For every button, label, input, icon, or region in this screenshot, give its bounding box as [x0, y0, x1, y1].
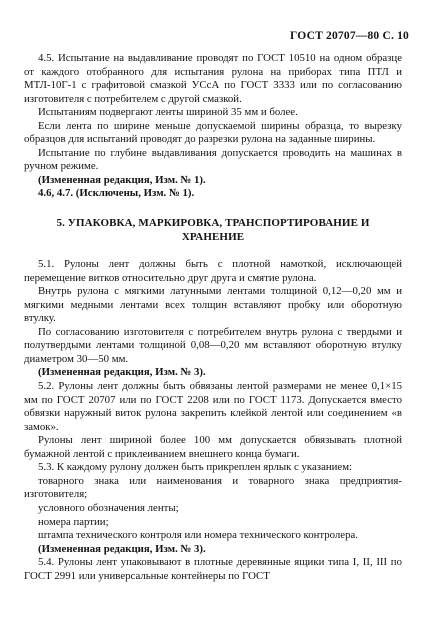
paragraph-test-width: Испытаниям подвергают ленты шириной 35 мм и более. [38, 106, 298, 119]
paragraph-5-2-paper: Рулоны лент шириной более 100 мм допускается обвязывать плотной бумажной лентой с приклеиванием внешнего конца бумаги. [24, 434, 402, 460]
label-item-batch: номера партии; [38, 515, 109, 528]
amendment-note-4-5: (Измененная редакция, Изм. № 1). [38, 173, 206, 186]
section-5-title: 5. УПАКОВКА, МАРКИРОВКА, ТРАНСПОРТИРОВАНИЕ И ХРАНЕНИЕ [56, 217, 370, 243]
paragraph-5-1: 5.1. Рулоны лент должны быть с плотной намоткой, исключающей перемещение витков относительно друг друга и смятие рулона. [24, 258, 402, 284]
document-body [24, 52, 402, 583]
paragraph-5-1-plug: Внутрь рулона с мягкими латунными лентами толщиной 0,12—0,20 мм и мягкими медными лентами всех толщин вставляют пробку или оборотную втулку. [24, 285, 402, 325]
page-header: ГОСТ 20707—80 С. 10 [290, 30, 409, 42]
label-item-stamp: штампа технического контроля или номера технического контролера. [38, 529, 358, 542]
paragraph-5-1-sleeve: По согласованию изготовителя с потребителем внутрь рулона с твердыми и полутвердыми лентами толщиной 0,08—0,20 мм вставляют оборотную втулку диаметром 30—50 мм. [24, 325, 402, 365]
amendment-note-5-1: (Измененная редакция, Изм. № 3). [38, 366, 206, 379]
paragraph-4-5: 4.5. Испытание на выдавливание проводят по ГОСТ 10510 на одном образце от каждого отобранного для испытания рулона на приборах типа ПТЛ и МТЛ-10Г-1 с графитовой смазкой УСсА по ГОСТ 3333 или по согласованию изготовителя с потребителем с другой смазкой. [24, 52, 402, 105]
excluded-note-4-6: 4.6, 4.7. (Исключены, Изм. № 1). [38, 187, 195, 200]
paragraph-5-2: 5.2. Рулоны лент должны быть обвязаны лентой размерами не менее 0,1×15 мм по ГОСТ 20707 или по ГОСТ 2208 или по ГОСТ 1173. Допускается вместо обвязки наружный виток рулона закрепить клейкой лентой или соединением «в замок». [24, 380, 402, 433]
paragraph-5-3: 5.3. К каждому рулону должен быть прикреплен ярлык с указанием: [38, 461, 353, 474]
amendment-note-5-3: (Измененная редакция, Изм. № 3). [38, 542, 206, 555]
paragraph-sample-cutting: Если лента по ширине меньше допускаемой ширины образца, то вырезку образцов для испытаний проводят до разрезки рулона на заданные ширины. [24, 119, 402, 146]
paragraph-manual-mode: Испытание по глубине выдавливания допускается проводить на машинах в ручном режиме. [24, 146, 402, 173]
paragraph-5-4: 5.4. Рулоны лент упаковывают в плотные деревянные ящики типа I, II, III по ГОСТ 2991 или универсальные контейнеры по ГОСТ [24, 556, 402, 582]
label-item-trademark: товарного знака или наименования и товарного знака предприятия-изготовителя; [24, 474, 402, 501]
label-item-designation: условного обозначения ленты; [38, 501, 179, 514]
